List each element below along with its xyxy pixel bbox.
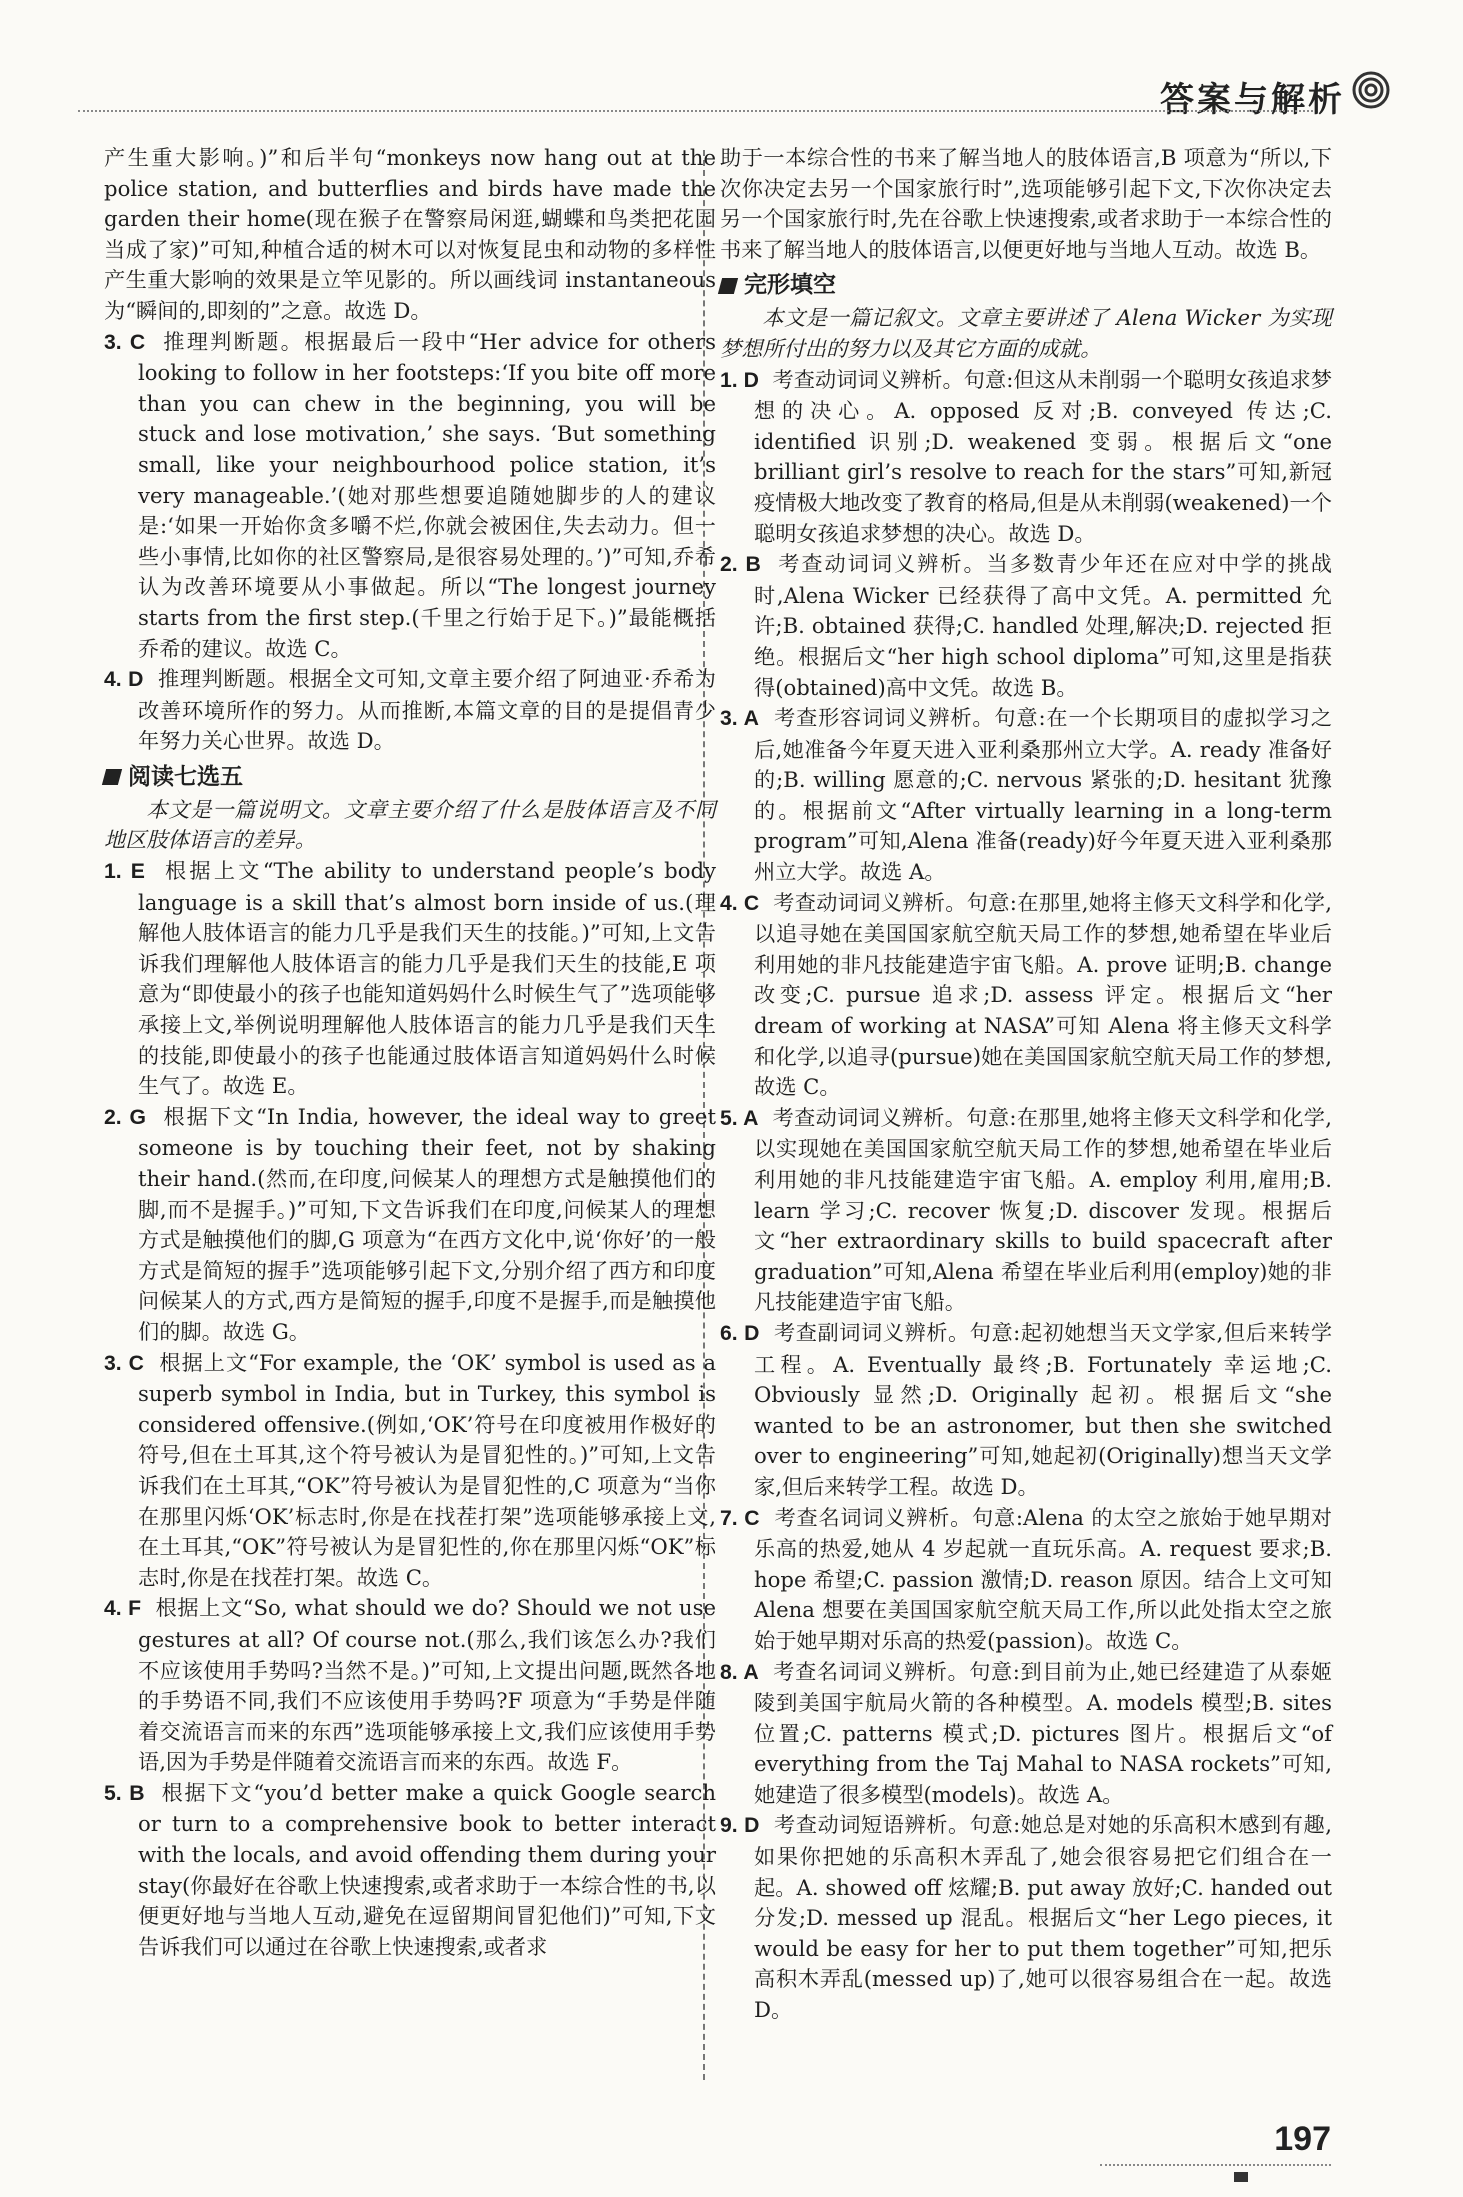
footer-rule: [1100, 2164, 1331, 2166]
section-marker-icon: [102, 769, 122, 785]
header-title: 答案与解析: [1160, 80, 1345, 120]
answer-text: 考查名词词义辨析。句意:到目前为止,她已经建造了从泰姬陵到美国宇航局火箭的各种模型。A. models 模型;B. sites 位置;C. patterns 模式;D. pictures 图片。根据后文“of everything from the Taj Mahal to NASA rockets”可知,她建造了很多模型(models)。故选 A。: [754, 1658, 1332, 1807]
answer-number: 5. A: [720, 1106, 759, 1130]
answer-text: 考查副词词义辨析。句意:起初她想当天文学家,但后来转学工程。A. Eventually 最终;B. Fortunately 幸运地;C. Obviously 显然;D. Originally 起初。根据后文“she wanted to be an astronomer, but then she switched over to engineering”可知,她起初(Originally)想当天文学家,但后来转学工程。故选 D。: [754, 1319, 1333, 1499]
answer-item: [720, 888, 1332, 1103]
spiral-icon: [1351, 70, 1391, 110]
answer-number: 3. C: [104, 1351, 144, 1375]
answer-text: 推理判断题。根据最后一段中“Her advice for others looking to follow in her footsteps:‘If you bite off more than you can chew in the beginning, you will be stuck and lose motivation,’ she says. ‘But something small, like your neighbourhood police station, it’s very manageable.’(她对那些想要追随她脚步的人的建议是:‘如果一开始你贪多嚼不烂,你就会被困住,失去动力。但一些小事情,比如你的社区警察局,是很容易处理的。’)”可知,乔希认为改善环境要从小事做起。所以“The longest journey starts from the first step.(千里之行始于足下。)”最能概括乔希的建议。故选 C。: [138, 328, 716, 661]
answer-number: 4. F: [104, 1597, 142, 1621]
answer-number: 8. A: [720, 1660, 759, 1684]
answer-item: [720, 1103, 1332, 1318]
answer-text: 根据上文“So, what should we do? Should we not use gestures at all? Of course not.(那么,我们该怎么办?我们不应该使用手势吗?当然不是。)”可知,上文提出问题,既然各地的手势语不同,我们不应该使用手势吗?F 项意为“手势是伴随着交流语言而来的东西”选项能够承接上文,我们应该使用手势语,因为手势是伴随着交流语言而来的东西。故选 F。: [138, 1595, 716, 1775]
section-intro: 本文是一篇说明文。文章主要介绍了什么是肢体语言及不同地区肢体语言的差异。: [104, 796, 716, 853]
answer-text: 考查形容词词义辨析。句意:在一个长期项目的虚拟学习之后,她准备今年夏天进入亚利桑那州立大学。A. ready 准备好的;B. willing 愿意的;C. nervous 紧张的;D. hesitant 犹豫的。根据前文“After virtually learning in a long-term program”可知,Alena 准备(ready)好今年夏天进入亚利桑那州立大学。故选 A。: [754, 705, 1332, 885]
answer-number: 1. D: [720, 368, 759, 392]
answer-number: 1. E: [104, 860, 145, 884]
answer-item: [720, 1318, 1332, 1503]
answer-text: 根据下文“In India, however, the ideal way to greet someone is by touching their feet, not by shaking their hand.(然而,在印度,问候某人的理想方式是触摸他们的脚,而不是握手。)”可知,下文告诉我们在印度,问候某人的理想方式是触摸他们的脚,G 项意为“在西方文化中,说‘你好’的一般方式是简短的握手”选项能够引起下文,分别介绍了西方和印度问候某人的方式,西方是简短的握手,印度不是握手,而是触摸他们的脚。故选 G。: [138, 1103, 716, 1344]
page-number: 197: [1274, 2120, 1331, 2158]
answer-item: [104, 856, 716, 1102]
section-intro: 本文是一篇记叙文。文章主要讲述了 Alena Wicker 为实现梦想所付出的努力以及其它方面的成就。: [720, 305, 1332, 361]
answer-number: 4. D: [104, 668, 144, 692]
answer-text: 考查动词词义辨析。句意:在那里,她将主修天文科学和化学,以实现她在美国国家航空航天局工作的梦想,她希望在毕业后利用她的非凡技能建造宇宙飞船。A. employ 利用,雇用;B. learn 学习;C. recover 恢复;D. discover 发现。根据后文“her extraordinary skills to build spacecraft after graduation”可知,Alena 希望在毕业后利用(employ)她的非凡技能建造宇宙飞船。: [754, 1104, 1333, 1315]
section-title: 阅读七选五: [128, 763, 243, 790]
answer-item: [104, 664, 716, 757]
answer-item: [104, 1593, 716, 1778]
left-column: [104, 143, 716, 1962]
answer-item: [720, 1503, 1332, 1657]
page-footer: [0, 2120, 1463, 2197]
answer-item: [104, 1348, 716, 1594]
answer-item: [104, 327, 716, 665]
answer-item: [720, 549, 1332, 703]
answer-text: 考查名词词义辨析。句意:Alena 的太空之旅始于她早期对乐高的热爱,她从 4 岁起就一直玩乐高。A. request 要求;B. hope 希望;C. passion 激情;D. reason 原因。结合上文可知 Alena 想要在美国国家航空航天局工作,所以此处指太空之旅始于她早期对乐高的热爱(passion)。故选 C。: [754, 1504, 1332, 1653]
continued-paragraph: 产生重大影响。)”和后半句“monkeys now hang out at the police station, and butterflies and birds have made the garden their home(现在猴子在警察局闲逛,蝴蝶和鸟类把花园当成了家)”可知,种植合适的树木可以对恢复昆虫和动物的多样性产生重大影响的效果是立竿见影的。所以画线词 instantaneous 为“瞬间的,即刻的”之意。故选 D。: [104, 145, 716, 323]
answer-number: 3. A: [720, 707, 759, 731]
continued-paragraph: 助于一本综合性的书来了解当地人的肢体语言,B 项意为“所以,下次你决定去另一个国家旅行时”,选项能够引起下文,下次你决定去另一个国家旅行时,先在谷歌上快速搜索,或者求助于一本综合性的书来了解当地人的肢体语言,以便更好地与当地人互动。故选 B。: [720, 145, 1332, 262]
section-title: 完形填空: [744, 272, 836, 299]
answer-item: [720, 703, 1332, 888]
answer-item: [104, 1102, 716, 1348]
answer-text: 考查动词短语辨析。句意:她总是对她的乐高积木感到有趣,如果你把她的乐高积木弄乱了,她会很容易把它们组合在一起。A. showed off 炫耀;B. put away 放好;C. handed out 分发;D. messed up 混乱。根据后文“her Lego pieces, it would be easy for her to put them together”可知,把乐高积木弄乱(messed up)了,她可以很容易组合在一起。故选 D。: [754, 1812, 1333, 2023]
answer-text: 根据上文“The ability to understand people’s body language is a skill that’s almost born inside of us.(理解他人肢体语言的能力几乎是我们天生的技能。)”可知,上文告诉我们理解他人肢体语言的能力几乎是我们天生的技能,E 项意为“即使最小的孩子也能知道妈妈什么时候生气了”选项能够承接上文,举例说明理解他人肢体语言的能力几乎是我们天生的技能,即使最小的孩子也能通过肢体语言知道妈妈什么时候生气了。故选 E。: [138, 858, 716, 1099]
header-rule: [78, 110, 1313, 112]
answer-text: 根据上文“For example, the ‘OK’ symbol is used as a superb symbol in India, but in Turkey, this symbol is considered offensive.(例如,‘OK’符号在印度被用作极好的符号,但在土耳其,这个符号被认为是冒犯性的。)”可知,上文告诉我们在土耳其,“OK”符号被认为是冒犯性的,C 项意为“当你在那里闪烁‘OK’标志时,你是在找茬打架”选项能够承接上文,在土耳其,“OK”符号被认为是冒犯性的,你在那里闪烁“OK”标志时,你是在找茬打架。故选 C。: [138, 1349, 716, 1590]
answer-item: [104, 1778, 716, 1963]
page-header: [0, 0, 1463, 130]
footer-square-icon: [1234, 2172, 1248, 2182]
answer-number: 6. D: [720, 1321, 760, 1345]
answer-number: 2. G: [104, 1105, 147, 1129]
answer-text: 推理判断题。根据全文可知,文章主要介绍了阿迪亚·乔希为改善环境所作的努力。从而推断,本篇文章的目的是提倡青少年努力关心世界。故选 D。: [138, 666, 716, 754]
answer-number: 3. C: [104, 330, 146, 354]
answer-number: 4. C: [720, 891, 760, 915]
section-marker-icon: [718, 278, 738, 294]
section-heading: [104, 761, 716, 793]
answer-number: 5. B: [104, 1781, 145, 1805]
answer-number: 9. D: [720, 1814, 760, 1838]
answer-text: 考查动词词义辨析。句意:在那里,她将主修天文科学和化学,以追寻她在美国国家航空航天局工作的梦想,她希望在毕业后利用她的非凡技能建造宇宙飞船。A. prove 证明;B. change 改变;C. pursue 追求;D. assess 评定。根据后文“her dream of working at NASA”可知 Alena 将主修天文科学和化学,以追寻(pursue)她在美国国家航空航天局工作的梦想,故选 C。: [754, 889, 1332, 1100]
answer-item: [720, 365, 1332, 550]
right-column: [720, 143, 1332, 2026]
answer-text: 根据下文“you’d better make a quick Google search or turn to a comprehensive book to better interact with the locals, and avoid offending them during your stay(你最好在谷歌上快速搜索,或者求助于一本综合性的书,以便更好地与当地人互动,避免在逗留期间冒犯他们)”可知,下文告诉我们可以通过在谷歌上快速搜索,或者求: [138, 1779, 716, 1959]
answer-number: 2. B: [720, 553, 761, 577]
answer-number: 7. C: [720, 1506, 760, 1530]
answer-text: 考查动词词义辨析。句意:但这从未削弱一个聪明女孩追求梦想的决心。A. opposed 反对;B. conveyed 传达;C. identified 识别;D. weakened 变弱。根据后文“one brilliant girl’s resolve to reach for the stars”可知,新冠疫情极大地改变了教育的格局,但是从未削弱(weakened)一个聪明女孩追求梦想的决心。故选 D。: [754, 366, 1333, 546]
answer-text: 考查动词词义辨析。当多数青少年还在应对中学的挑战时,Alena Wicker 已经获得了高中文凭。A. permitted 允许;B. obtained 获得;C. handled 处理,解决;D. rejected 拒绝。根据后文“her high school diploma”可知,这里是指获得(obtained)高中文凭。故选 B。: [754, 551, 1332, 700]
section-heading: [720, 269, 1332, 301]
answer-item: [720, 1810, 1332, 2025]
answer-item: [720, 1657, 1332, 1811]
